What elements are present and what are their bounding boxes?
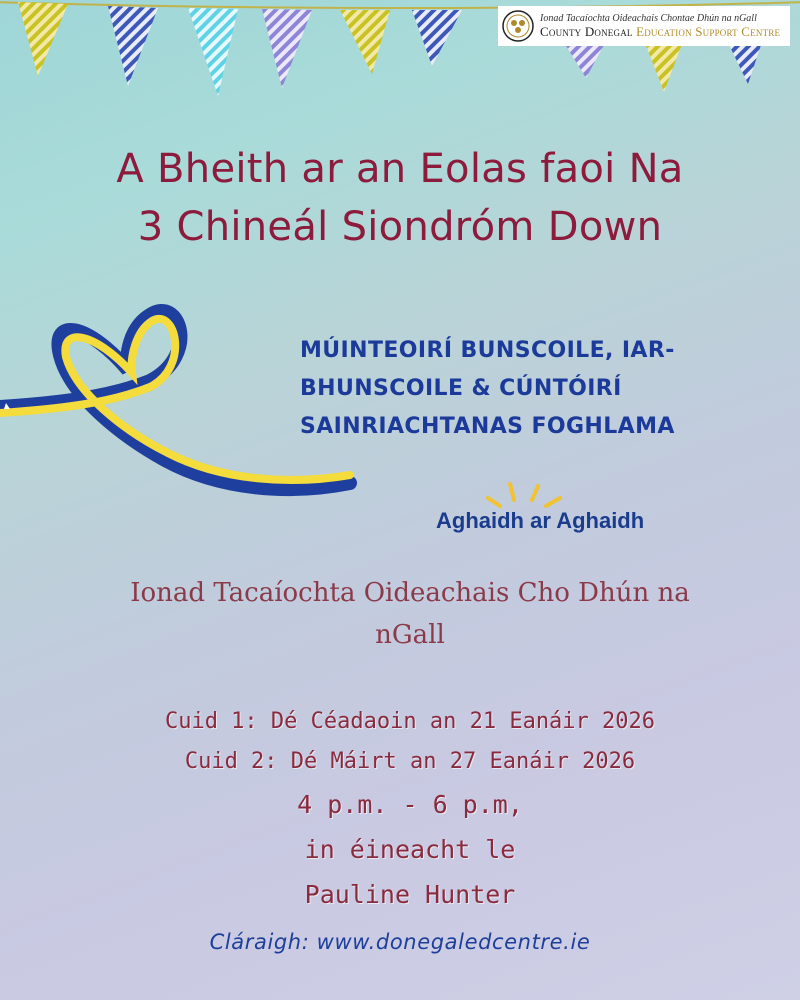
audience-line-2: BHUNSCOILE & CÚNTÓIRÍ bbox=[300, 376, 622, 401]
logo-emblem-icon bbox=[498, 6, 538, 46]
logo-english-name bbox=[540, 24, 780, 40]
schedule-time: 4 p.m. - 6 p.m, bbox=[297, 790, 523, 819]
audience-line-3: SAINRIACHTANAS FOGHLAMA bbox=[300, 414, 675, 439]
schedule-with: in éineacht le bbox=[304, 835, 516, 864]
logo-irish-name: Ionad Tacaíochta Oideachais Chontae Dhún na nGall bbox=[540, 12, 757, 24]
venue bbox=[60, 572, 760, 656]
venue-line-2: nGall bbox=[375, 620, 445, 650]
target-audience bbox=[300, 332, 780, 446]
title-line-1: A Bheith ar an Eolas faoi Na bbox=[116, 146, 684, 192]
schedule-part-2: Cuid 2: Dé Máirt an 27 Eanáir 2026 bbox=[184, 749, 636, 774]
logo-centre-text: Education Support Centre bbox=[636, 23, 781, 39]
venue-line-1: Ionad Tacaíochta Oideachais Cho Dhún na bbox=[130, 578, 690, 608]
event-schedule bbox=[100, 702, 720, 917]
registration-link[interactable]: Cláraigh: www.donegaledcentre.ie bbox=[209, 930, 591, 954]
education-centre-logo bbox=[498, 6, 790, 46]
title-line-2: 3 Chineál Siondróm Down bbox=[137, 204, 663, 250]
schedule-part-1: Cuid 1: Dé Céadaoin an 21 Eanáir 2026 bbox=[164, 709, 656, 734]
audience-line-1: MÚINTEOIRÍ BUNSCOILE, IAR- bbox=[300, 338, 675, 363]
logo-county-text: County Donegal bbox=[540, 23, 633, 39]
delivery-format: Aghaidh ar Aghaidh bbox=[436, 508, 645, 533]
presenter-name: Pauline Hunter bbox=[304, 880, 516, 909]
page-title bbox=[40, 140, 760, 256]
